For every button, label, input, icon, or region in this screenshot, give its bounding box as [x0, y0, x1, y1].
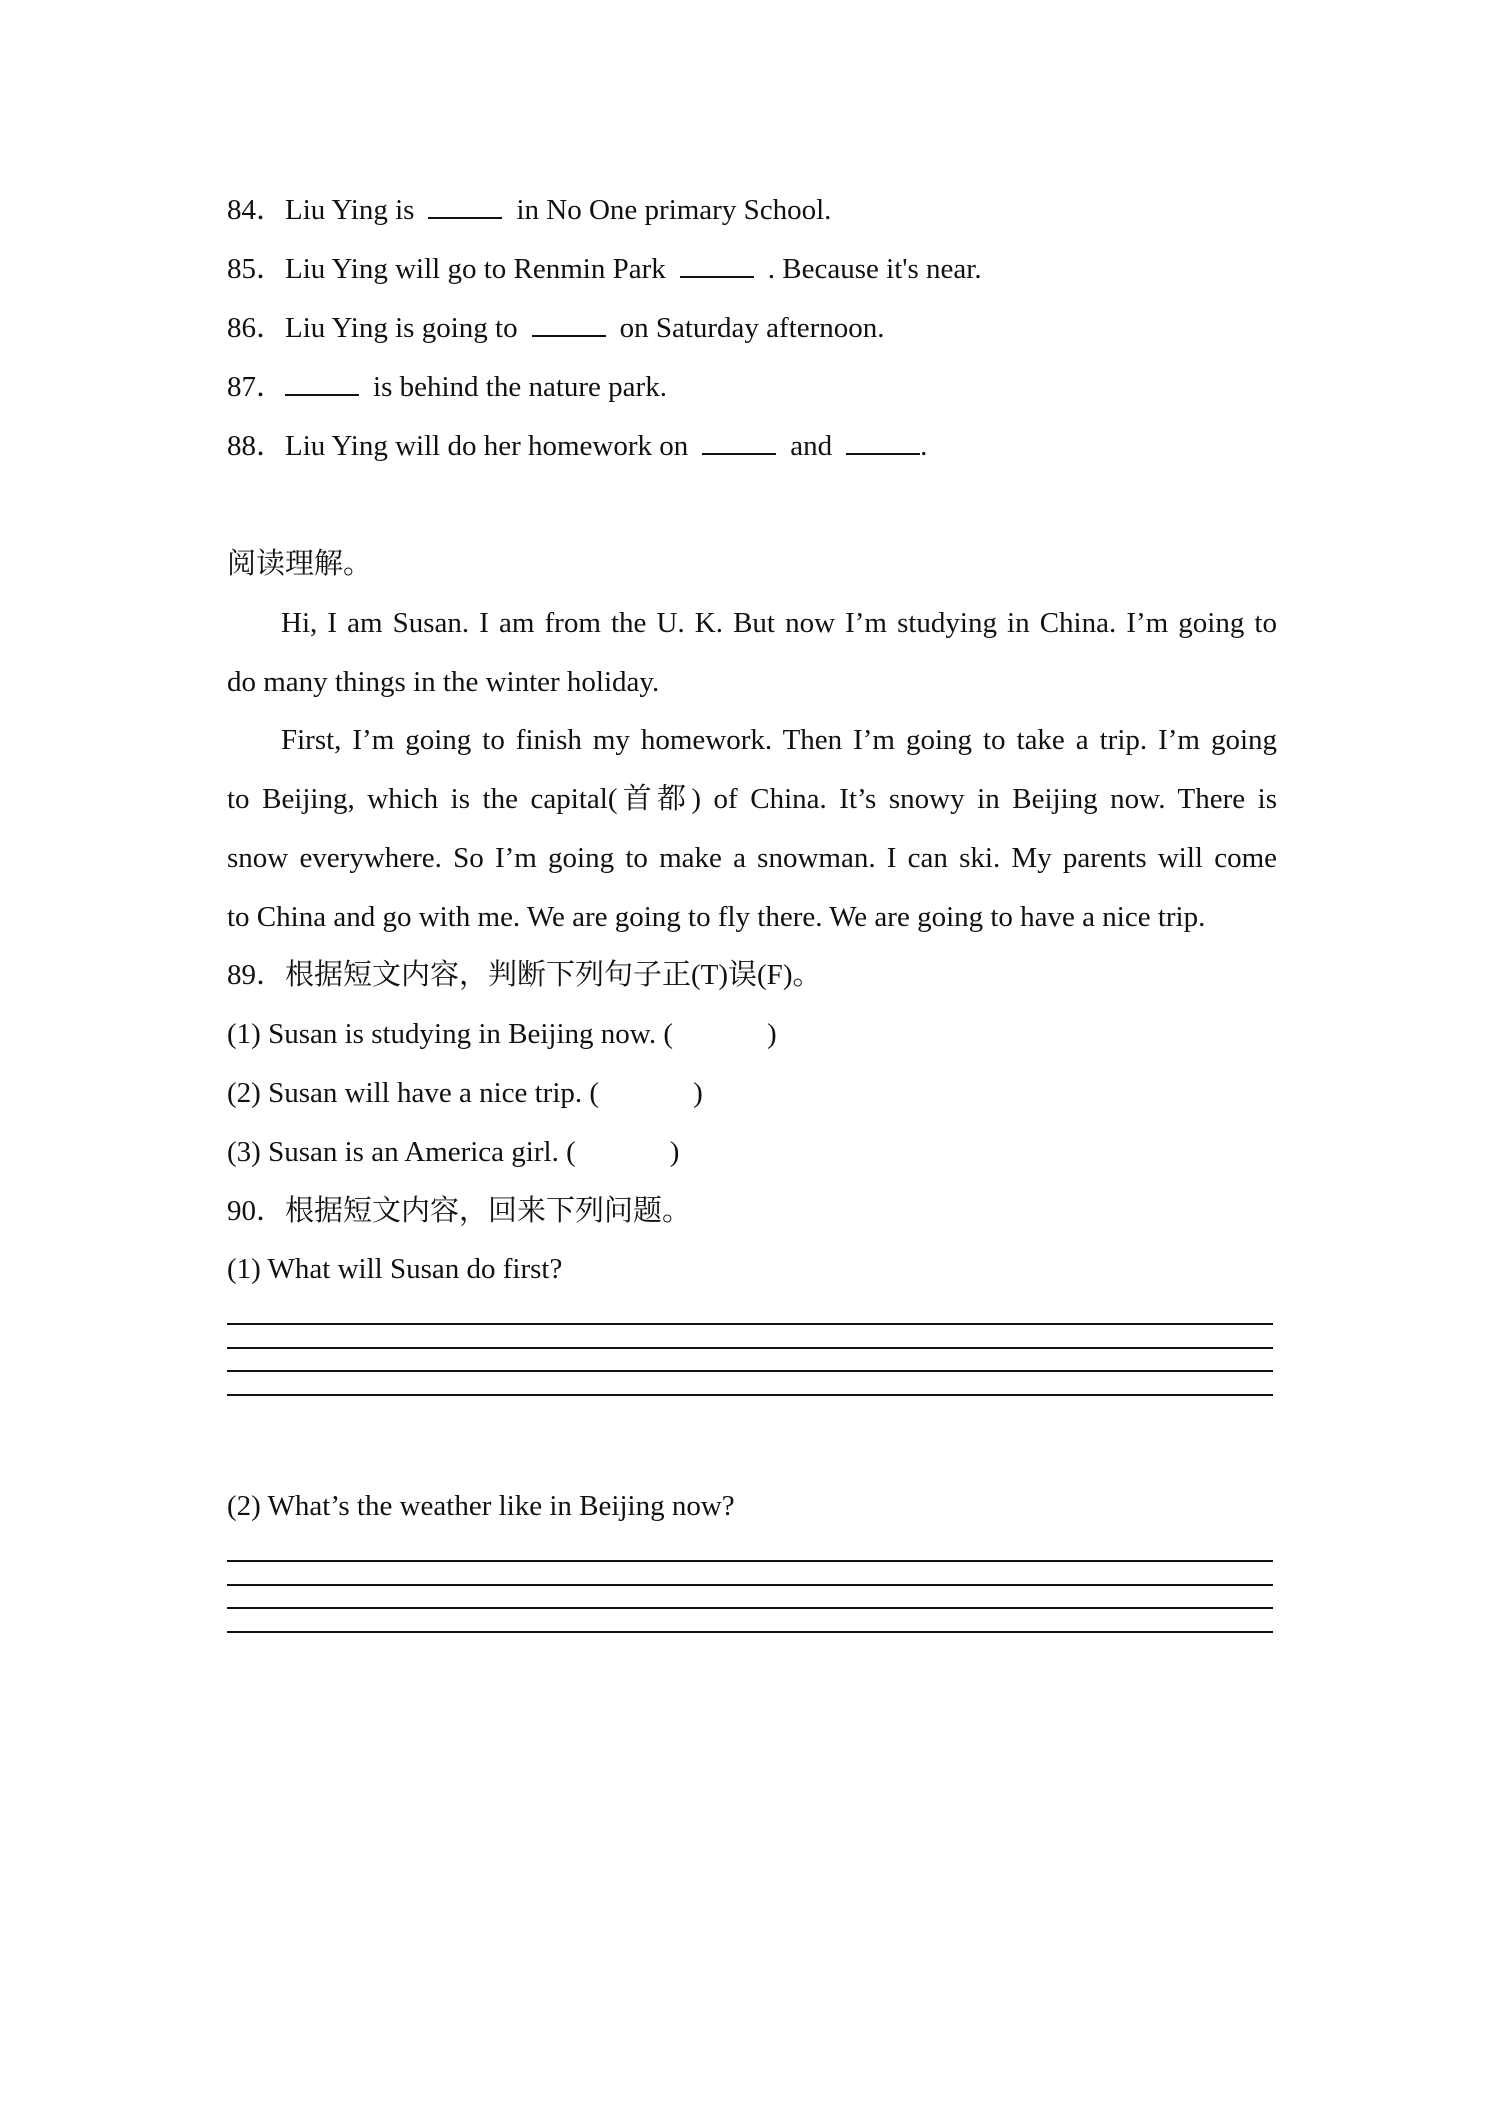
- question-text-before: Liu Ying will do her homework on: [285, 430, 689, 462]
- question-text-before: Liu Ying will go to Renmin Park: [285, 253, 666, 285]
- answer-blank[interactable]: [846, 427, 920, 455]
- question-85: [227, 250, 982, 288]
- answer-line[interactable]: [227, 1323, 1273, 1325]
- answer-blank[interactable]: [532, 309, 606, 337]
- passage-line: Hi, I am Susan. I am from the U. K. But now I’m studying in China. I’m going to: [281, 607, 1277, 639]
- passage-line: snow everywhere. So I’m going to make a snowman. I can ski. My parents will come: [227, 842, 1277, 874]
- question-number: 87．: [227, 371, 286, 403]
- answer-blank[interactable]: [285, 368, 359, 396]
- item-text: (1) Susan is studying in Beijing now. (: [227, 1018, 674, 1050]
- passage-line: to Beijing, which is the capital(首都) of China. It’s snowy in Beijing now. There is: [227, 783, 1277, 815]
- question-87: [227, 368, 667, 406]
- close-paren: ): [693, 1077, 703, 1109]
- question-number: 85．: [227, 253, 286, 285]
- question-89-title: 89．根据短文内容，判断下列句子正(T)误(F)。: [227, 959, 822, 991]
- close-paren: ): [767, 1018, 777, 1050]
- question-text-before: Liu Ying is going to: [285, 312, 518, 344]
- item-text: (2) Susan will have a nice trip. (: [227, 1077, 600, 1109]
- question-90-title: 90．根据短文内容，回来下列问题。: [227, 1195, 692, 1227]
- question-84: [227, 191, 831, 229]
- question-88: [227, 427, 927, 465]
- answer-line[interactable]: [227, 1631, 1273, 1633]
- answer-line[interactable]: [227, 1607, 1273, 1609]
- question-number: 88．: [227, 430, 286, 462]
- answer-blank[interactable]: [428, 191, 502, 219]
- question-text-after: .: [920, 430, 928, 462]
- answer-line[interactable]: [227, 1584, 1273, 1586]
- question-text-after: on Saturday afternoon.: [619, 312, 885, 344]
- question-86: [227, 309, 885, 347]
- section-title: 阅读理解。: [227, 548, 373, 580]
- question-text-before: Liu Ying is: [285, 194, 415, 226]
- close-paren: ): [669, 1136, 680, 1168]
- passage-line: First, I’m going to finish my homework. Then I’m going to take a trip. I’m going: [281, 724, 1277, 756]
- answer-blank[interactable]: [680, 250, 754, 278]
- item-text: (3) Susan is an America girl. (: [227, 1136, 576, 1168]
- question-text-middle: and: [790, 430, 833, 462]
- question-text-after: . Because it's near.: [767, 253, 982, 285]
- answer-line[interactable]: [227, 1370, 1273, 1372]
- question-text-after: is behind the nature park.: [373, 371, 667, 403]
- answer-line[interactable]: [227, 1394, 1273, 1396]
- open-question: (1) What will Susan do first?: [227, 1253, 563, 1285]
- passage-line: to China and go with me. We are going to fly there. We are going to have a nice trip.: [227, 901, 1206, 933]
- true-false-item: [227, 1133, 679, 1171]
- answer-line[interactable]: [227, 1560, 1273, 1562]
- answer-line[interactable]: [227, 1347, 1273, 1349]
- question-text-after: in No One primary School.: [516, 194, 832, 226]
- true-false-item: [227, 1015, 777, 1053]
- answer-blank[interactable]: [702, 427, 776, 455]
- passage-line: do many things in the winter holiday.: [227, 666, 660, 698]
- question-number: 86．: [227, 312, 286, 344]
- question-number: 84．: [227, 194, 286, 226]
- true-false-item: [227, 1074, 703, 1112]
- open-question: (2) What’s the weather like in Beijing now?: [227, 1490, 735, 1522]
